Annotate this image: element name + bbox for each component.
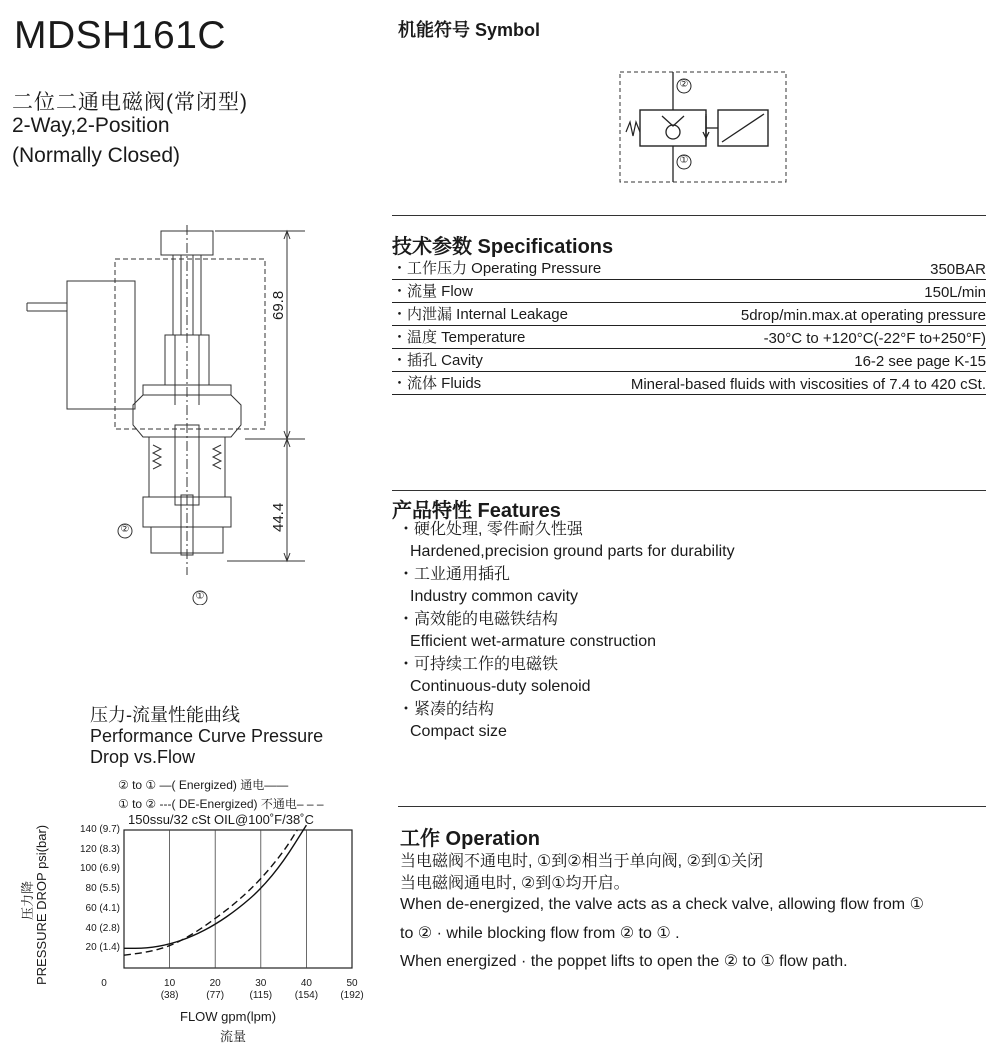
chart-x-tick-metric: (77) (206, 990, 225, 1001)
chart-x-tick-value: 40 (300, 978, 312, 989)
subtitle-cn: 二位二通电磁阀(常闭型) (12, 91, 248, 114)
chart-x-tick-value: 20 (209, 978, 221, 989)
chart-condition: 150ssu/32 cSt OIL@100˚F/38˚C (128, 812, 314, 827)
spec-value: -30°C to +120°C(-22°F to+250°F) (763, 330, 986, 347)
subtitle-en-line1: 2-Way,2-Position (12, 114, 170, 137)
chart-y-tick-label: 140 (9.7) (79, 824, 120, 835)
chart-y-tick-label: 120 (8.3) (79, 843, 120, 855)
chart-x-axis-label-cn: 流量 (220, 1029, 247, 1044)
chart-x-origin-label: 0 (101, 978, 107, 989)
chart-x-tick-metric: (38) (160, 990, 179, 1001)
chart-title-en-2: Drop vs.Flow (90, 747, 196, 767)
feature-en: Efficient wet-armature construction (410, 633, 657, 650)
chart-x-tick-metric: (192) (340, 990, 364, 1001)
spec-label: ・流体 Fluids (392, 375, 482, 392)
chart-y-axis-label-cn: 压力降 (20, 880, 35, 920)
chart-x-tick-label (150, 978, 190, 1002)
chart-series-deenergized-line (124, 830, 297, 955)
features-title: 产品特性 Features (392, 500, 561, 522)
drawing-port-2-label: ② (120, 524, 130, 535)
chart-y-axis-label: PRESSURE DROP psi(bar) (34, 824, 49, 985)
spec-label: ・内泄漏 Internal Leakage (392, 306, 568, 323)
spec-value: Mineral-based fluids with viscosities of 7.4 to 420 cSt. (630, 376, 986, 393)
chart-x-tick-label (332, 978, 372, 1002)
symbol-port-2-label: ② (679, 79, 689, 90)
chart-y-tick-label: 60 (4.1) (85, 902, 120, 914)
chart-title-en-1: Performance Curve Pressure (90, 726, 324, 746)
feature-cn: ・可持续工作的电磁铁 (398, 656, 559, 673)
chart-x-tick-metric: (115) (249, 990, 273, 1001)
spec-label: ・温度 Temperature (392, 329, 526, 346)
feature-cn: ・高效能的电磁铁结构 (398, 611, 559, 628)
chart-x-tick-value: 10 (164, 978, 176, 989)
operation-line: to ② · while blocking flow from ② to ① . (400, 925, 680, 942)
chart-x-tick-label (195, 978, 235, 1002)
chart-x-tick-label (286, 978, 326, 1002)
operation-line: When energized · the poppet lifts to open the ② to ① flow path. (400, 953, 848, 970)
feature-cn: ・工业通用插孔 (398, 566, 511, 583)
drawing-port-1-label: ① (195, 591, 205, 602)
chart-x-tick-label (241, 978, 281, 1002)
spec-label: ・流量 Flow (392, 283, 473, 300)
chart-y-tick-label: 80 (5.5) (85, 883, 120, 895)
chart-y-tick-label: 100 (6.9) (79, 863, 120, 875)
chart-x-tick-value: 50 (346, 978, 358, 989)
feature-en: Compact size (410, 723, 507, 740)
feature-cn: ・硬化处理, 零件耐久性强 (398, 521, 583, 538)
spec-label: ・插孔 Cavity (392, 352, 483, 369)
chart-title-cn: 压力-流量性能曲线 (90, 705, 240, 725)
spec-label: ・工作压力 Operating Pressure (392, 260, 602, 277)
spec-value: 5drop/min.max.at operating pressure (740, 307, 986, 324)
symbol-title: 机能符号 Symbol (398, 20, 541, 40)
spec-value: 16-2 see page K-15 (854, 353, 986, 370)
operation-line: When de-energized, the valve acts as a check valve, allowing flow from ① (400, 896, 924, 913)
chart-y-tick-label: 40 (2.8) (85, 922, 120, 934)
operation-line: 当电磁阀不通电时, ①到②相当于单向阀, ②到①关闭 (400, 853, 764, 870)
operation-title: 工作 Operation (400, 828, 541, 850)
feature-cn: ・紧凑的结构 (398, 701, 495, 718)
spec-value: 150L/min (924, 284, 986, 301)
chart-legend-energized: ② to ① —( Energized) 通电—— (118, 778, 289, 792)
model-number: MDSH161C (14, 14, 227, 57)
chart-x-tick-metric: (154) (294, 990, 319, 1001)
feature-en: Industry common cavity (410, 588, 579, 605)
chart-legend-deenergized: ① to ② ---( DE-Energized) 不通电– – – (118, 797, 324, 811)
feature-en: Continuous-duty solenoid (410, 678, 591, 695)
chart-plot-frame (124, 830, 352, 968)
dimension-upper: 69.8 (270, 290, 287, 320)
subtitle-en-line2: (Normally Closed) (12, 144, 181, 167)
operation-line: 当电磁阀通电时, ②到①均开启。 (400, 875, 630, 892)
spec-value: 350BAR (930, 261, 986, 278)
symbol-port-1-label: ① (679, 155, 689, 166)
chart-x-axis-label: FLOW gpm(lpm) (180, 1009, 277, 1024)
chart-x-tick-value: 30 (255, 978, 267, 989)
chart-y-tick-label: 20 (1.4) (85, 942, 120, 954)
dimension-lower: 44.4 (270, 502, 287, 532)
feature-en: Hardened,precision ground parts for durability (410, 543, 735, 560)
specifications-title: 技术参数 Specifications (392, 236, 614, 258)
